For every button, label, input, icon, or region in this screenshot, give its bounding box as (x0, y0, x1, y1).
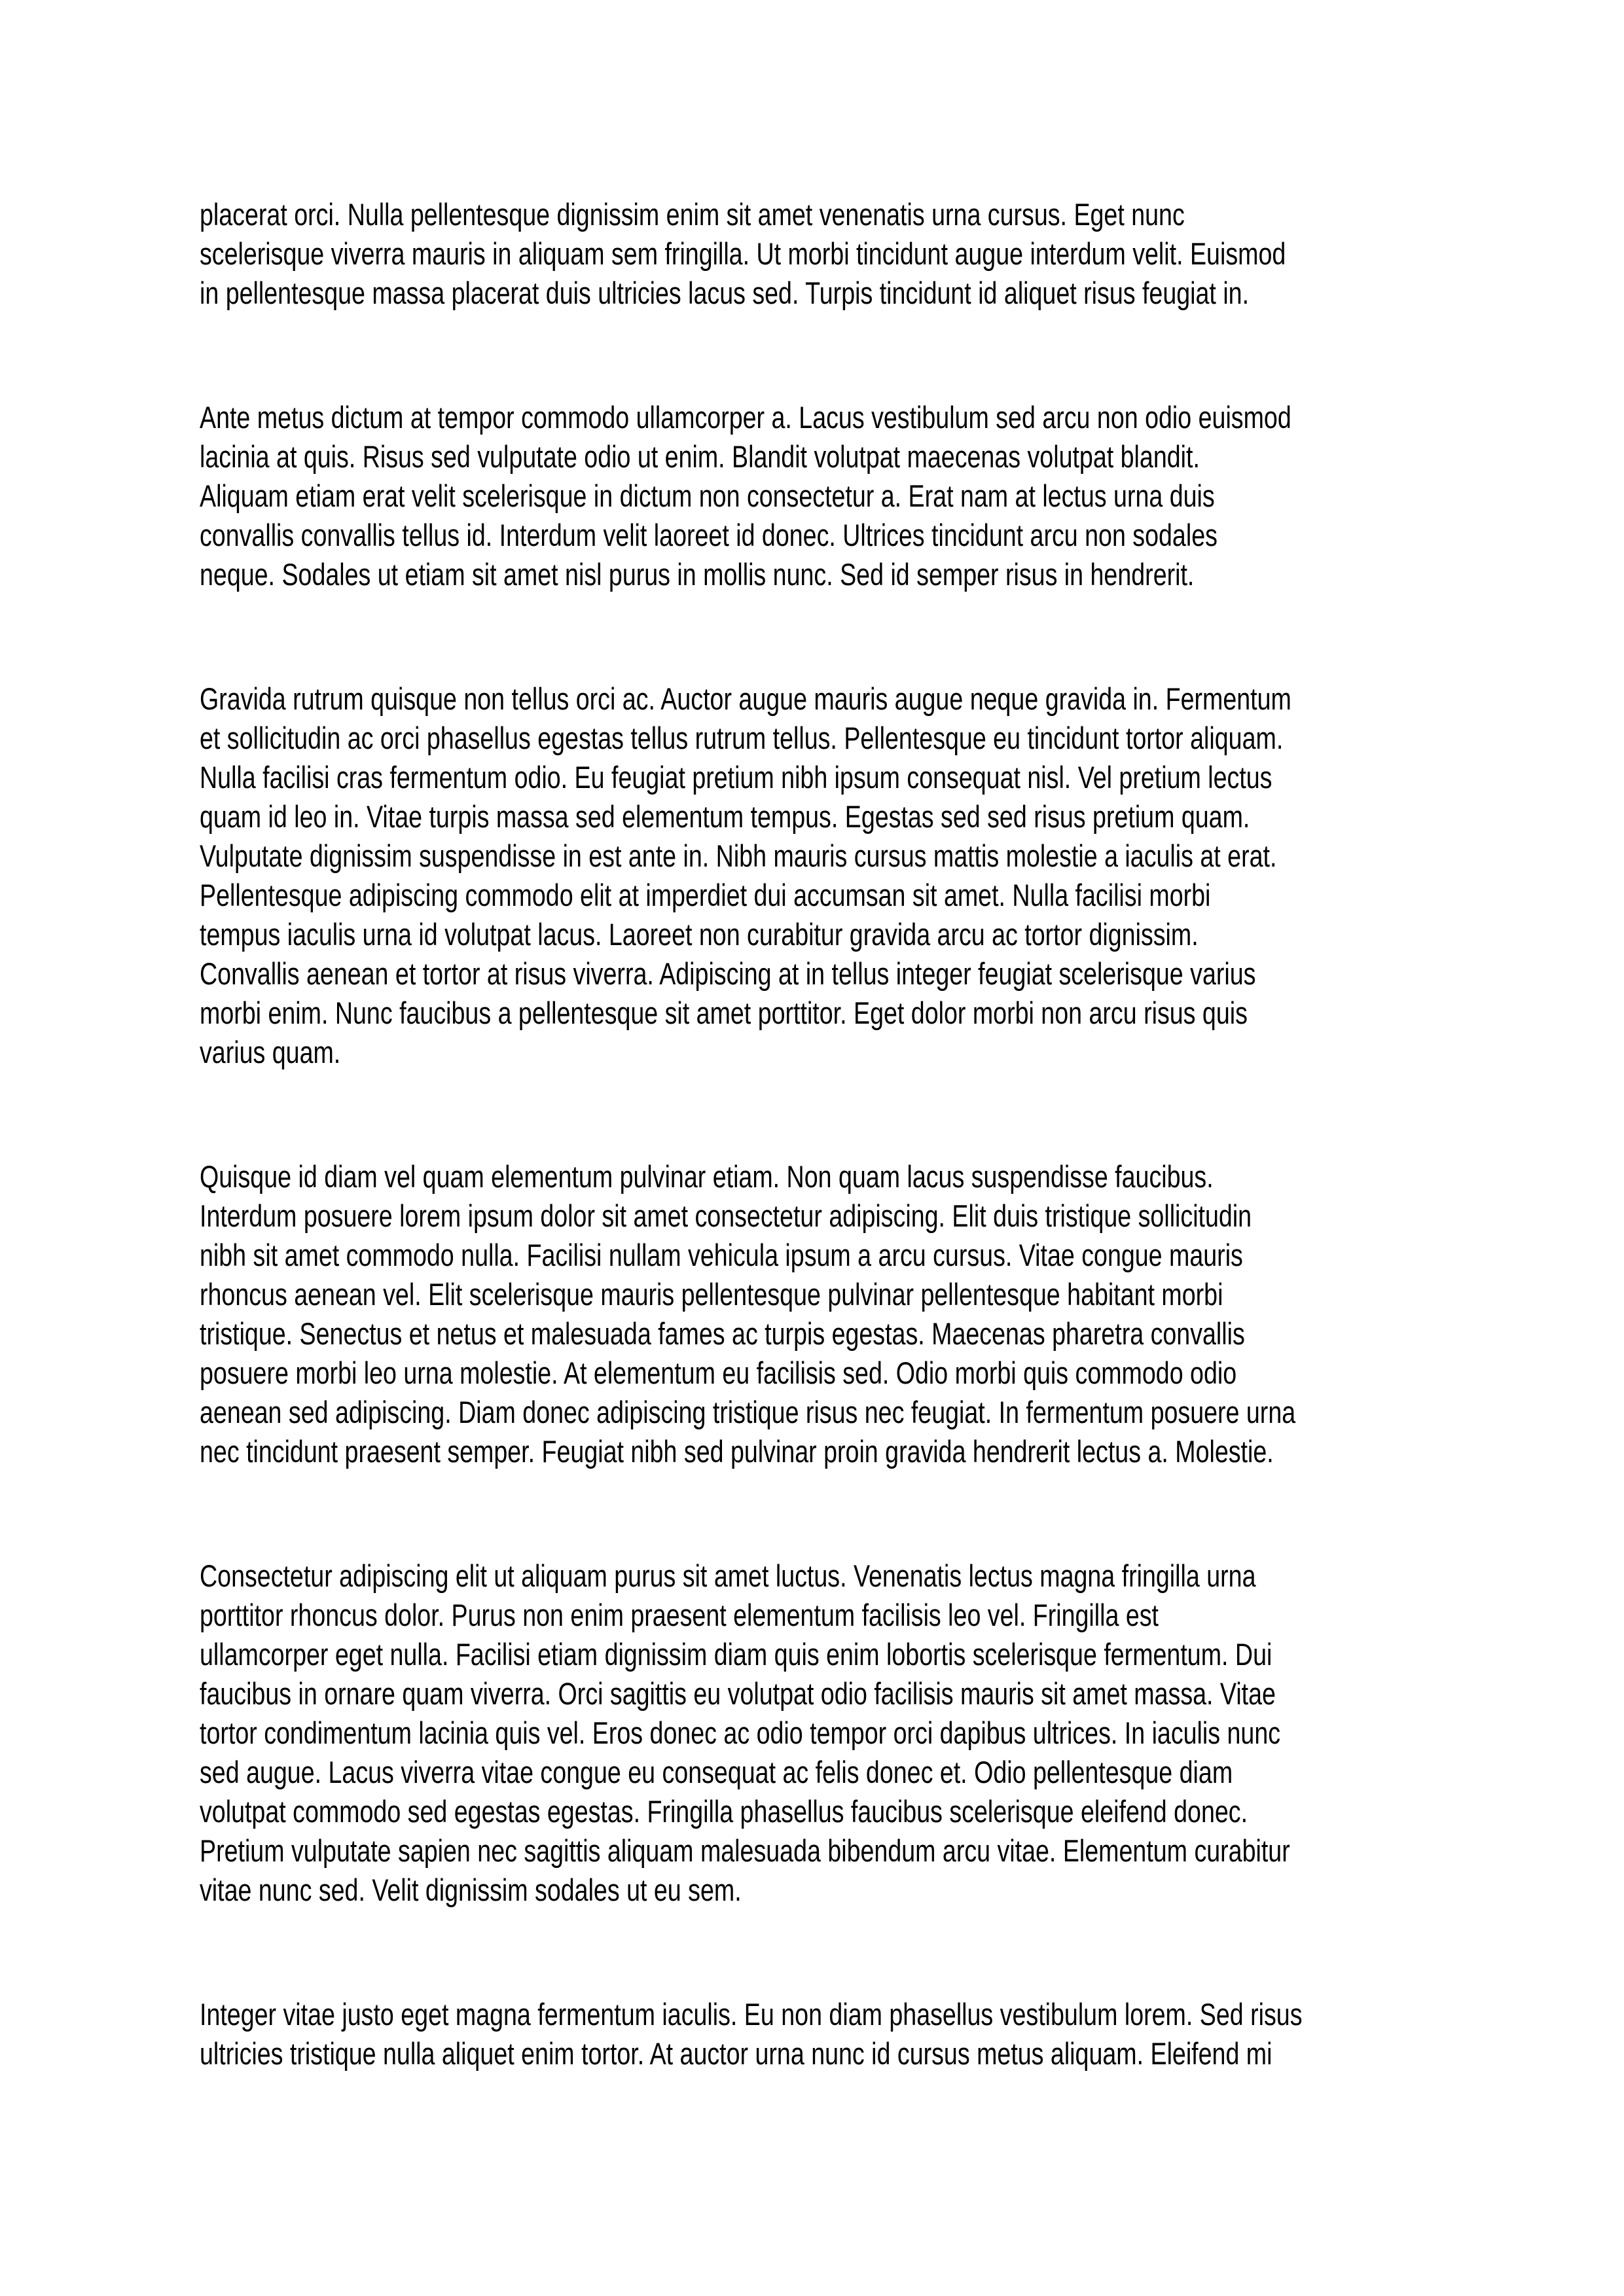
text-line: Consectetur adipiscing elit ut aliquam purus sit amet luctus. Venenatis lectus magna fringilla urna (200, 1558, 1256, 1593)
text-line: Pellentesque adipiscing commodo elit at imperdiet dui accumsan sit amet. Nulla facilisi morbi (200, 878, 1211, 912)
text-line: Convallis aenean et tortor at risus viverra. Adipiscing at in tellus integer feugiat scelerisque varius (200, 956, 1256, 991)
text-line: nibh sit amet commodo nulla. Facilisi nullam vehicula ipsum a arcu cursus. Vitae congue mauris (200, 1238, 1243, 1272)
text-line: posuere morbi leo urna molestie. At elementum eu facilisis sed. Odio morbi quis commodo odio (200, 1355, 1237, 1390)
text-line: vitae nunc sed. Velit dignissim sodales ut eu sem. (200, 1873, 742, 1907)
text-line: Gravida rutrum quisque non tellus orci ac. Auctor augue mauris augue neque gravida in. Fermentum (200, 681, 1291, 716)
paragraph (200, 398, 1291, 594)
text-line: ullamcorper eget nulla. Facilisi etiam dignissim diam quis enim lobortis scelerisque fermentum. Dui (200, 1637, 1272, 1672)
text-line: tempus iaculis urna id volutpat lacus. Laoreet non curabitur gravida arcu ac tortor dignissim. (200, 917, 1199, 952)
paragraph (200, 1157, 1296, 1471)
text-line: tristique. Senectus et netus et malesuada fames ac turpis egestas. Maecenas pharetra convallis (200, 1316, 1245, 1351)
text-line: nec tincidunt praesent semper. Feugiat nibh sed pulvinar proin gravida hendrerit lectus a. Molestie. (200, 1434, 1274, 1469)
paragraph (200, 679, 1291, 1072)
text-line: tortor condimentum lacinia quis vel. Eros donec ac odio tempor orci dapibus ultrices. In iaculis nunc (200, 1715, 1281, 1750)
text-line: morbi enim. Nunc faucibus a pellentesque sit amet porttitor. Eget dolor morbi non arcu risus quis (200, 996, 1248, 1030)
text-line: Aliquam etiam erat velit scelerisque in dictum non consectetur a. Erat nam at lectus urna duis (200, 478, 1215, 513)
text-line: scelerisque viverra mauris in aliquam sem fringilla. Ut morbi tincidunt augue interdum velit. Euismod (200, 236, 1286, 271)
text-line: aenean sed adipiscing. Diam donec adipiscing tristique risus nec feugiat. In fermentum posuere urna (200, 1395, 1296, 1429)
paragraph (200, 1556, 1290, 1910)
text-line: volutpat commodo sed egestas egestas. Fringilla phasellus faucibus scelerisque eleifend donec. (200, 1794, 1248, 1829)
text-line: faucibus in ornare quam viverra. Orci sagittis eu volutpat odio facilisis mauris sit amet massa. Vitae (200, 1676, 1276, 1711)
text-line: Ante metus dictum at tempor commodo ullamcorper a. Lacus vestibulum sed arcu non odio euismod (200, 400, 1291, 435)
text-line: Pretium vulputate sapien nec sagittis aliquam malesuada bibendum arcu vitae. Elementum curabitur (200, 1833, 1290, 1868)
paragraph (200, 195, 1286, 313)
text-line: convallis convallis tellus id. Interdum velit laoreet id donec. Ultrices tincidunt arcu non sodales (200, 518, 1218, 552)
text-line: Nulla facilisi cras fermentum odio. Eu feugiat pretium nibh ipsum consequat nisl. Vel pretium lectus (200, 760, 1272, 795)
text-line: placerat orci. Nulla pellentesque dignissim enim sit amet venenatis urna cursus. Eget nunc (200, 197, 1185, 232)
text-line: in pellentesque massa placerat duis ultricies lacus sed. Turpis tincidunt id aliquet risus feugiat in. (200, 276, 1250, 310)
text-line: quam id leo in. Vitae turpis massa sed elementum tempus. Egestas sed sed risus pretium quam. (200, 799, 1250, 834)
text-line: Quisque id diam vel quam elementum pulvinar etiam. Non quam lacus suspendisse faucibus. (200, 1159, 1214, 1194)
text-line: porttitor rhoncus dolor. Purus non enim praesent elementum facilisis leo vel. Fringilla est (200, 1598, 1159, 1632)
text-line: varius quam. (200, 1035, 341, 1069)
text-line: sed augue. Lacus viverra vitae congue eu consequat ac felis donec et. Odio pellentesque diam (200, 1755, 1233, 1789)
text-line: neque. Sodales ut etiam sit amet nisl purus in mollis nunc. Sed id semper risus in hendrerit. (200, 557, 1195, 592)
text-line: lacinia at quis. Risus sed vulputate odio ut enim. Blandit volutpat maecenas volutpat blandit. (200, 439, 1200, 474)
text-line: ultricies tristique nulla aliquet enim tortor. At auctor urna nunc id cursus metus aliquam. Eleifend mi (200, 2036, 1272, 2071)
text-line: Interdum posuere lorem ipsum dolor sit amet consectetur adipiscing. Elit duis tristique sollicitudin (200, 1198, 1252, 1233)
text-line: Vulputate dignissim suspendisse in est ante in. Nibh mauris cursus mattis molestie a iaculis at erat. (200, 838, 1277, 873)
text-line: rhoncus aenean vel. Elit scelerisque mauris pellentesque pulvinar pellentesque habitant morbi (200, 1277, 1223, 1312)
text-line: Integer vitae justo eget magna fermentum iaculis. Eu non diam phasellus vestibulum lorem. Sed risus (200, 1997, 1303, 2032)
paragraph (200, 1995, 1303, 2073)
text-line: et sollicitudin ac orci phasellus egestas tellus rutrum tellus. Pellentesque eu tincidunt tortor aliquam. (200, 721, 1284, 755)
document-body (200, 195, 1463, 2073)
